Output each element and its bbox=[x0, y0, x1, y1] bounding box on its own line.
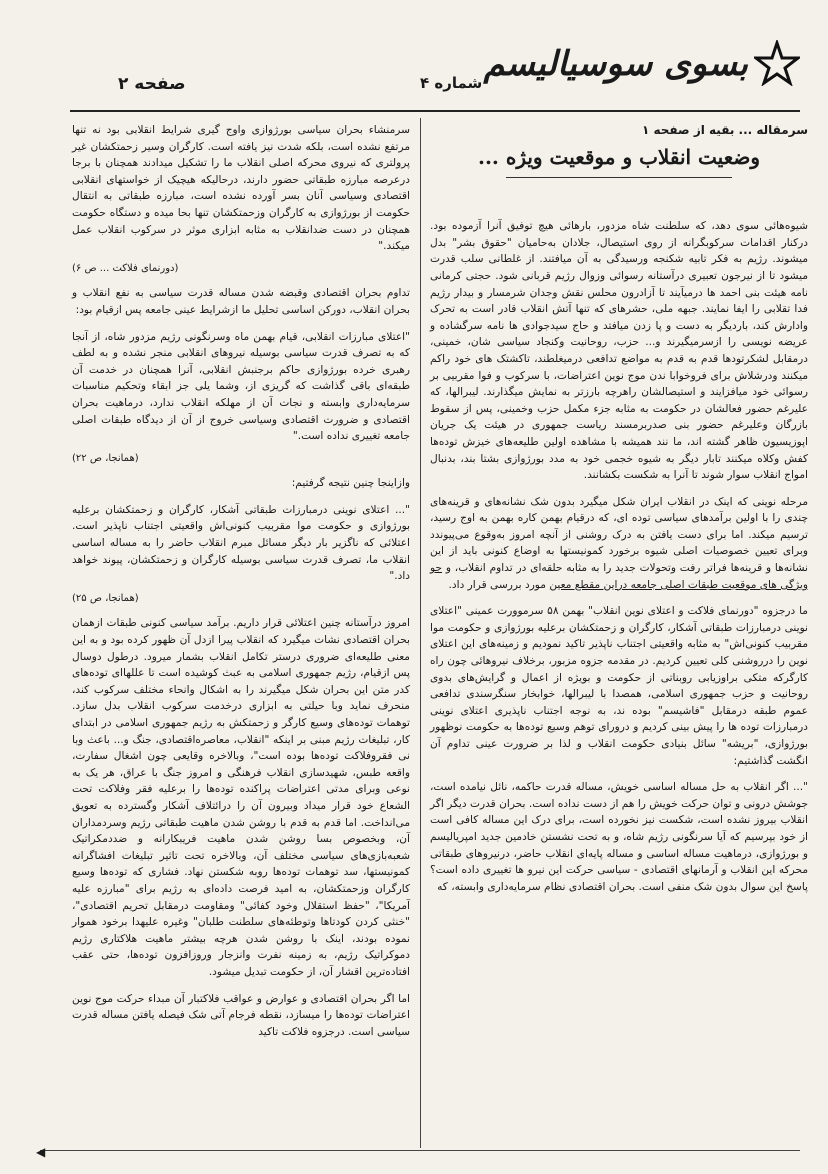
quote-paragraph: سرمنشاء بحران سیاسی بورژوازی واوج گیری شرایط انقلابی بود نه تنها مرتفع نشده است، بلکه شدت نیز یافته است. کارگران وسیر زحمتکشان غیر پرولتری که نیروی محرکه اصلی انقلاب ما را تشکیل میدادند همچنان با برجا درعرصه مبارزه طبقاتی حضور دارند، درحالیکه هیچیک از خواستهای انقلابی اقتصادی وسیاسی آنان بسر آورده نشده است، مبارزه طبقاتی به انتقال حکومت از بورژوازی به کارگران وزحمتکشان تنها بحا میده و دستگاه حکومت همچنان در دست ضدانقلاب به مثابه ابزاری موثر در سرکوب انقلاب عمل میکند." bbox=[72, 124, 410, 253]
page-number: صفحه ۲ bbox=[118, 74, 186, 94]
arrow-left-icon: ◀ bbox=[36, 1145, 46, 1159]
newspaper-title: بسوی سوسیالیسم bbox=[483, 44, 748, 84]
underlined-phrase: جو ویژگی های موقعیت طبقات اصلی جامعه دراین مقطع معین bbox=[430, 562, 808, 591]
paragraph-text: مورد بررسی قرار داد. bbox=[448, 578, 546, 591]
continue-line bbox=[40, 1150, 800, 1151]
article-headline: وضعیت انقلاب و موقعیت ویژه ... bbox=[478, 144, 760, 169]
issue-number: شماره ۴ bbox=[420, 74, 483, 92]
paragraph: امروز درآستانه چنین اعتلائی قرار داریم. برآمد سیاسی کنونی طبقات ازهمان بحران اقتصادی نشات میگیرد که انقلاب پیرا ازدل آن ظهور کرده بود و به این معنی طلیعه‌ای ضروری درستر تکامل انقلاب بشمار میرود. درطول دوسال پس ازقیام، رژیم جمهوری اسلامی به عبث کوشیده است تا عللها‌ای توده‌های کدر متن این بحران شکل میگیرند را به اشکال وانحاء مختلف سرکوب کند، منحرف نماید وبا حیلتی به ابزاری درخدمت سرکوب انقلاب بدل سازد. توهمات توده‌های وسیع کارگر و زحمتکش به رژیم جمهوری اسلامی در ابتدای کار، تبلیغات رژیم مبنی بر اینکه "انقلاب، معاصره‌اقتصادی، جنگ و... باعث وبا نی فقروفلاکت توده‌ها بوده است"، وبالاخره وقایعی چون اشغال سفارت، واقعه طبس، شهیدسازی انقلاب فرهنگی و امروز جنگ با عراق، هر یک به نوعی وبرای مدتی اعتراضات پراکنده توده‌ها را برعلیه فقر وفلاکت تحت الشعاع خود قرار میداد وبیرون آن را درائتلاف آشکار وگسترده به تعویق می‌انداخت. اما قدم به قدم با روشن شدن ماهیت طبقاتی رژیم وسردمداران آن، وبخصوص بسا روشن شدن ماهیت فریبکارانه و ضددمکراتیک شعبه‌بازی‌های سیاسی مختلف آن، وبالاخره تحت تاثیر تبلیغات افشاگرانه کمونیستها، سد توهمات توده‌ها روبه شکستن نهاد. فشاری که توده‌ها وسیع کارگران وزحمتکشان، به امید فرصت داده‌ای به رژیم برای "مبارزه علیه آمریکا"، "حفظ استقلال وخود کفائی" ومقاومت درمقابل تحریم اقتصادی"، "خنثی کردن کودتاها وتوطئه‌های سلطنت طلبان" وغیره علیهدا برخود هموار نموده بودند، اینک با روشن شدن هرچه بیشتر ماهیت هلاکتاری رژیم دموکراتیک رژیم، به زمینه نفرت وانزجار وروزافزون توده‌ها، حتی عقب افتاده‌ترین اقشار آن، از حکومت تبدیل میشود. bbox=[72, 617, 410, 978]
paragraph-text: مرحله نوینی که اینک در انقلاب ایران شکل میگیرد بدون شک نشانه‌های و قرینه‌های چندی را با اولین برآمدهای سیاسی توده ای، که درقیام بهمن کاره بهمن به اوج رسید، ترسیم میکند. اما برای دست یافتن به درک روشنی از آنچه امروز به‌وقوع می‌پیوندد وبرای تعیین خصوصیات اصلی شیوه برخورد کمونیستها به اوضاع کنونی باید از این نشانه‌ها و قرینه‌ها فراتر رفت وتحولات جدید را به مثابه حلقه‌ای در تداوم انقلاب، و bbox=[430, 495, 809, 575]
column-divider bbox=[420, 118, 421, 1148]
star-icon bbox=[754, 40, 800, 86]
quote-paragraph: "... اگر انقلاب به حل مساله اساسی خویش، مساله قدرت حاکمه، نائل نیامده است، جوشش درونی و توان حرکت خویش را هم از دست نداده است. بحران قدرت دیگر اگر انقلاب بیروز نشده است، شکست نیز نخورده است، برای درک این مساله کافی است از خود بپرسیم که آیا سرنگونی رژیم شاه، و به تحت نشستن خادمین جدید امپریالیسم و بورژوازی، درماهیت مساله اساسی و مساله پایه‌ای انقلاب حاضر، درنیروهای طبقاتی محرکه این انقلاب و آرمانهای اقتصادی - سیاسی حرکت این نیرو ها تغییری داده است؟ پاسخ این سوال بدون شک منفی است. بحران اقتصادی نظام سرمایه‌داری وابسته، که bbox=[430, 781, 808, 893]
quote-paragraph: "اعتلای مبارزات انقلابی، قیام بهمن ماه وسرنگونی رژیم مزدور شاه، از آنجا که به تصرف قدرت سیاسی بوسیله نیروهای انقلابی منجر نشده و به لطف رهبری خرده بورژوازی حاکم برجنبش انقلابی، آنرا همچنان در خدمت آن طبقه‌ای باقی گذاشت که گریزی از، وشما یلی جز ابقاء وتحکیم مناسبات سرمایه‌داری وابسته و نجات آن از مهلکه انقلاب ندارد، درماهیت بحران اقتصادی و ضرورت اقتصادی وسیاسی خروج از آن از دیدگاه طبقات اصلی جامعه تغییری نداده است." bbox=[72, 330, 410, 443]
paragraph: ما درجزوه "دورنمای فلاکت و اعتلای نوین انقلاب" بهمن ۵۸ سرموورت عمینی "اعتلای نوینی درمبارزات طبقاتی آشکار، کارگران و زحمتکشان برعلیه بورژوازی و حکومت موا مقربیب کنونی‌اش" به مثابه واقعیتی اجتناب ناپذیر تاکید نمودیم و زمینه‌های این اعتلای نوین را درروشنی کلی تعیین کردیم. در مقدمه جزوه مزبور، برخلاف نیروهائی چون راه کارگرکه متکی براوزیابی روبناتی از حکومت و بویژه از اعمال و گرایش‌های بدوی روحانیت و حزب جمهوری اسلامی، همصدا با لیبرالها، خوابخار سنگرسندی تدافعی عموم طبقه درمقابل "فاشیسم" بوده ند، به نوجه اجتناب ناپذیری اعتلای نوینی درمبارزات توده ها را پیش بینی کردیم و درورای توهم وسیع توده‌ها به حکومت نوظهور بورژوازی، "بریشه" سائل بنیادی حکومت انقلاب و لذا بر ضرورت عینی تداوم آن انگشت گذاشتیم: bbox=[430, 605, 808, 767]
paragraph: شیوه‌هائی سوی دهد، که سلطنت شاه مزدور، بارهائی هیچ توفیق آنرا آزموده بود. درکنار اقدامات سرکوبگرانه از روی استیصال، جلادان به‌حامیان "حقوق بشر" بدل میشوند. رژیم به فکر تابیه شکنجه ورسیدگی به آن میافتند. از غلطانی سلب قدرت میشود تا از نیرجون تعبیری درآستانه رسوائی وزوال رژیم قربانی شود. حجتی کرمانی نامه هیئت بنی احمد ها درمیآیند تا آزادرون محلس نقش وجدان شرمسار و بیدار رژیم فدا تقلابی را ایفا نمایند. جبهه ملی، حشرهای که تنها آتش انقلاب قادر است به تحرک وادارش کند، باردیگر به دست و پا زدن میافتد و حاج سیدجوادی ها نامه سرگشاده و عریضه نویسی را ازسرمیگیرند و... حزب، روحانیت وکنجاد سیاسی شان، خمینی، درمقابل لشکرتودها قدم به قدم به مواضع تدافعی درمیغلطند، تاکشتک های خود راکم میکنند ودرشلاش برای فروخوابا ندن موج نوین اعتراضات، با سرکوب و فوا مقربیی بر رسوائی خود میافزایند و استیصالشان راهرچه بارزتر به نمایش میگذارند. لیبرالها، که علیرغم حضور فعالشان در حکومت به مثابه جزء مکمل حزب وخمینی، پس از سقوط بازرگان وعلیرغم حضور بنی صدربرمسند ریاست جمهوری در هیئت یک جریان اپوزیسیون ظاهر گشته اند، ما نند همیشه با مشاهده اولین طلیعه‌های خیزش توده‌ها کفش وکلاه میکنند تابار دیگر به شیوه خجمی خود به مدد بورژوازی بشتا بند، بدنبال امواج انقلاب سوار شوند تا آنرا به شکست بکشانند. bbox=[430, 220, 808, 482]
paragraph: تداوم بحران اقتصادی وقبضه شدن مساله قدرت سیاسی به نفع انقلاب و بحران انقلاب، دورکن اساسی تحلیل ما ازشرایط عینی جامعه پس ازقیام بود: bbox=[72, 287, 410, 316]
quote-paragraph: "... اعتلای نوینی درمبارزات طبقاتی آشکار، کارگران و زحمتکشان برعلیه بورژوازی و حکومت موا مقربیب کنونی‌اش واقعیتی اجتناب ناپذیر است. اعتلائی که ناگزیر بار دیگر مسائل مبرم انقلاب حاضر را به مساله اساسی انقلاب ما، تصرف قدرت سیاسی بوسیله کارگران و زحمتکشان، پیوند خواهد داد." bbox=[72, 503, 410, 583]
headline-rule bbox=[506, 177, 733, 178]
header-rule bbox=[70, 110, 800, 112]
paragraph: اما اگر بحران اقتصادی و عوارض و عواقب فلاکتبار آن مبداء حرکت موج نوین اعتراضات توده‌ها را میسازد، نقطه فرجام آتی شک فیصله یافتن مساله قدرت سیاسی است. درجزوه فلاکت تاکید bbox=[72, 992, 410, 1038]
citation: (دورنمای فلاکت ... ص ۶) bbox=[72, 262, 179, 274]
left-column bbox=[72, 122, 410, 1050]
paragraph: وازاینجا چنین نتیجه گرفتیم: bbox=[291, 477, 410, 490]
masthead bbox=[60, 40, 800, 110]
paragraph bbox=[430, 494, 808, 594]
citation: (همانجا، ص ۲۲) bbox=[72, 452, 139, 464]
citation: (همانجا، ص ۲۵) bbox=[72, 592, 139, 604]
right-column bbox=[430, 122, 808, 905]
continued-label: سرمقاله ... بقیه از صفحه ۱ bbox=[641, 123, 808, 137]
